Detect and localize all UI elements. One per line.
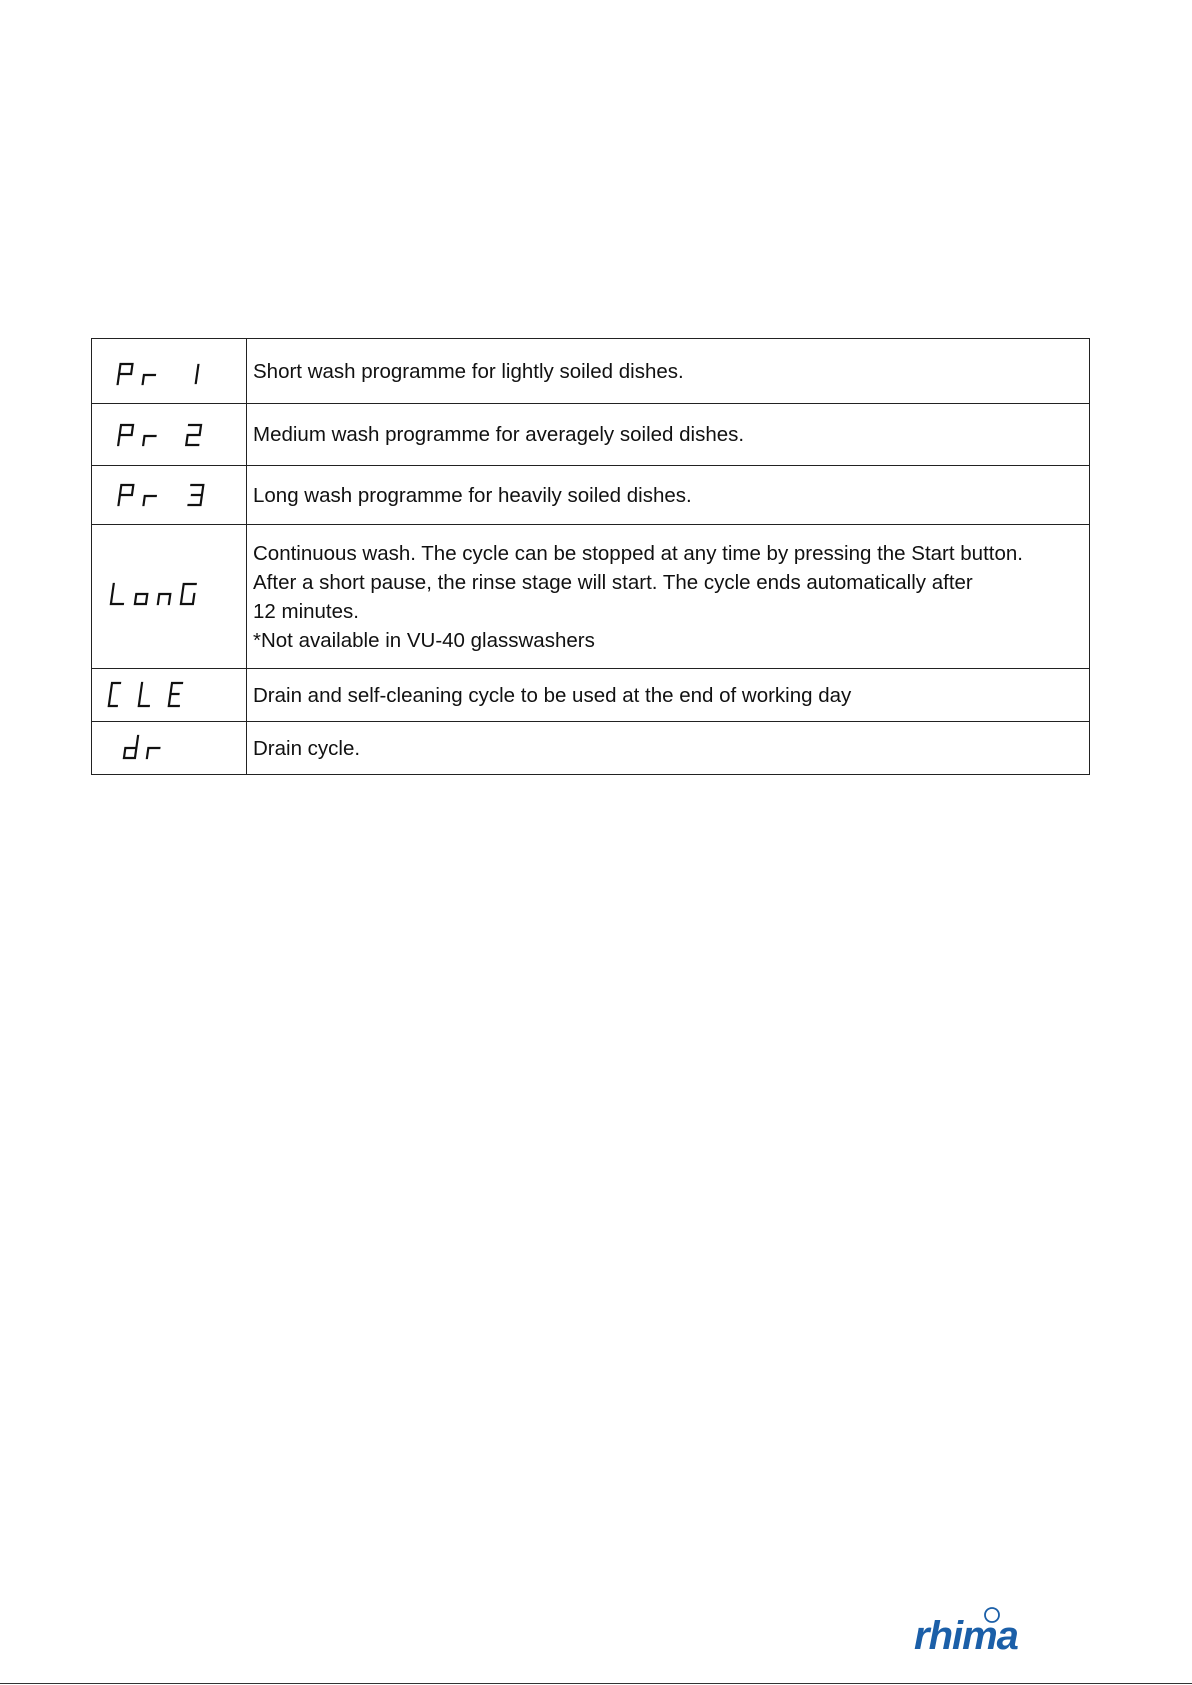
display-code-cle — [92, 669, 247, 722]
programme-description: Drain cycle. — [247, 722, 1090, 775]
display-code-pr2 — [92, 404, 247, 466]
display-code-pr1 — [92, 339, 247, 404]
seven-segment-pr2-icon — [92, 404, 246, 465]
table-row — [92, 466, 1090, 525]
display-code-dr — [92, 722, 247, 775]
rhima-logo — [912, 1607, 1074, 1653]
programme-table — [91, 338, 1090, 775]
table-row — [92, 525, 1090, 669]
programme-description: Short wash programme for lightly soiled dishes. — [247, 339, 1090, 404]
seven-segment-cle-icon — [92, 669, 246, 721]
programme-description: Continuous wash. The cycle can be stopped at any time by pressing the Start button. After a short pause, the rinse stage will start. The cycle ends automatically after 12 minutes. *Not available in VU-40 glasswashers — [247, 525, 1090, 669]
programme-description: Long wash programme for heavily soiled dishes. — [247, 466, 1090, 525]
table-row — [92, 404, 1090, 466]
seven-segment-dr-icon — [92, 722, 246, 774]
programme-description: Drain and self-cleaning cycle to be used at the end of working day — [247, 669, 1090, 722]
seven-segment-pr1-icon — [92, 339, 246, 403]
table-row — [92, 669, 1090, 722]
seven-segment-pr3-icon — [92, 466, 246, 524]
display-code-pr3 — [92, 466, 247, 525]
programme-description: Medium wash programme for averagely soiled dishes. — [247, 404, 1090, 466]
display-code-long — [92, 525, 247, 669]
table-row — [92, 339, 1090, 404]
svg-text:rhima: rhima — [914, 1614, 1018, 1653]
seven-segment-long-icon — [92, 525, 246, 668]
footer-divider — [0, 1683, 1192, 1684]
table-row — [92, 722, 1090, 775]
